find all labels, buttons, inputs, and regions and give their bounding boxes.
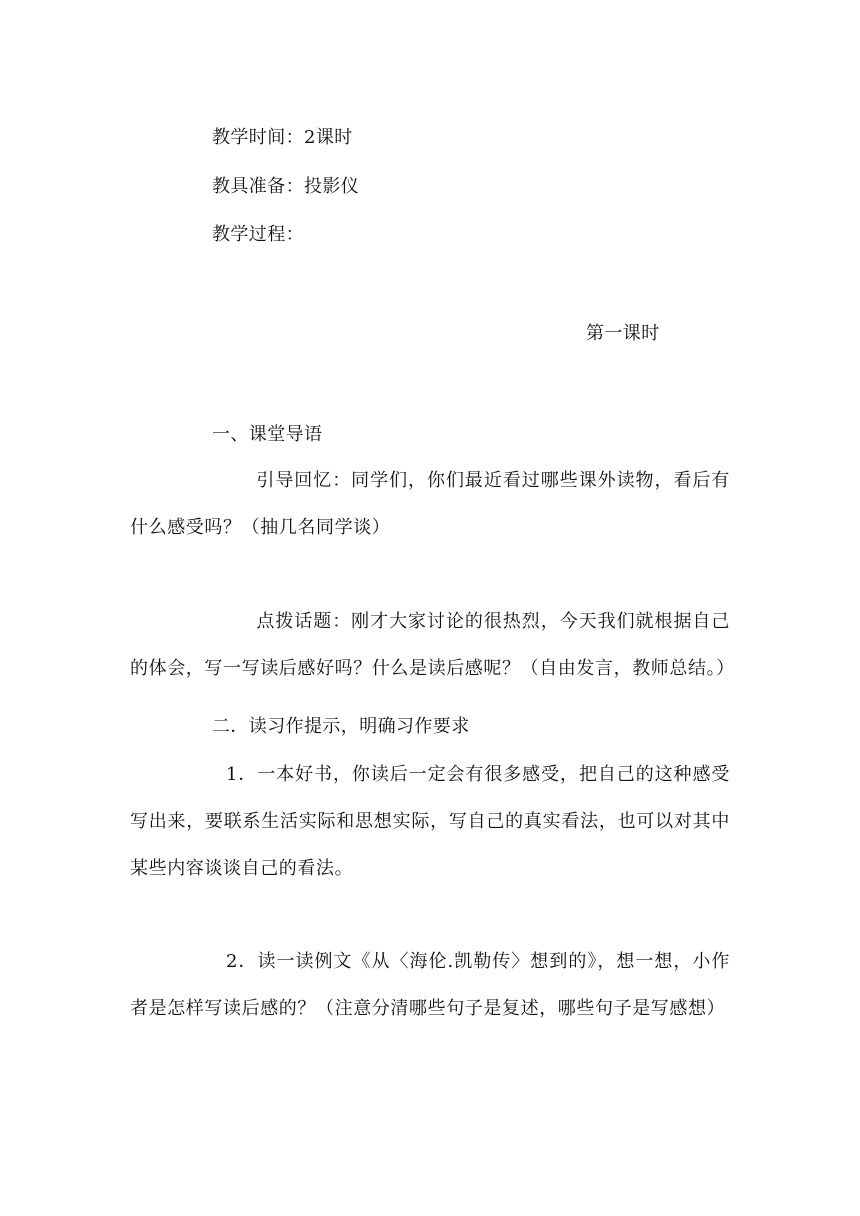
section-1-paragraph-2 bbox=[130, 598, 735, 692]
section-2-paragraph-2 bbox=[130, 938, 730, 1032]
paragraph-text: 引导回忆：同学们，你们最近看过哪些课外读物，看后有什么感受吗？（抽几名同学谈） bbox=[130, 470, 730, 538]
teaching-tools: 教具准备：投影仪 bbox=[212, 176, 360, 197]
section-2-paragraph-1 bbox=[130, 751, 730, 892]
section-1-paragraph-1 bbox=[130, 457, 730, 551]
paragraph-text: 2．读一读例文《从〈海伦.凯勒传〉想到的》，想一想，小作者是怎样写读后感的？（注意分清哪些句子是复述，哪些句子是写感想） bbox=[130, 951, 730, 1019]
section-heading-2: 二．读习作提示，明确习作要求 bbox=[212, 716, 470, 737]
paragraph-text: 1．一本好书，你读后一定会有很多感受，把自己的这种感受写出来，要联系生活实际和思想实际，写自己的真实看法，也可以对其中某些内容谈谈自己的看法。 bbox=[130, 764, 730, 879]
paragraph-text: 点拨话题：刚才大家讨论的很热烈，今天我们就根据自己的体会，写一写读后感好吗？什么是读后感呢？（自由发言，教师总结。） bbox=[130, 611, 735, 679]
teaching-time: 教学时间：2课时 bbox=[212, 127, 353, 148]
section-heading-1: 一、课堂导语 bbox=[212, 424, 323, 445]
lesson-title: 第一课时 bbox=[586, 323, 660, 344]
teaching-process-label: 教学过程： bbox=[212, 224, 304, 245]
